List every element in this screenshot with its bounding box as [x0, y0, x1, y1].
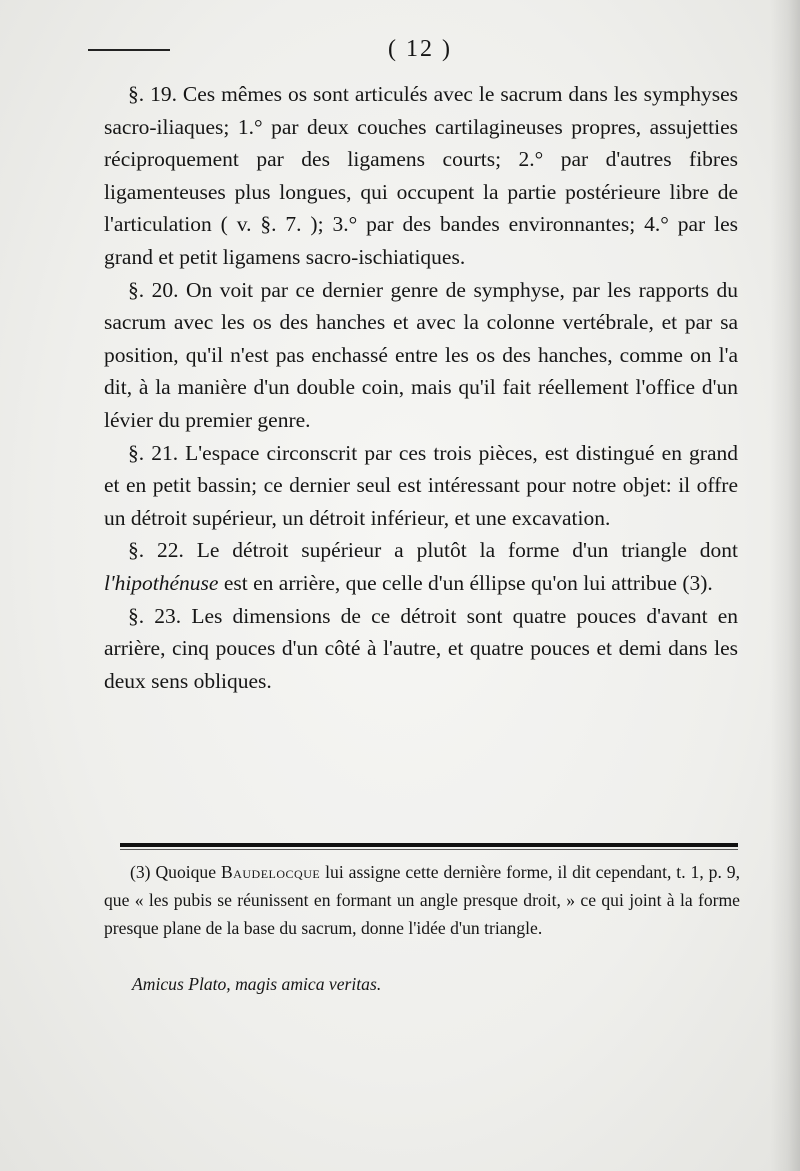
paragraph-21: §. 21. L'espace circonscrit par ces trois pièces, est distingué en grand et en petit bassin; ce dernier seul est intéressant pour notre objet: il offre un détroit supérieur, un détroit inférieur, et une excavation. — [104, 440, 738, 530]
paragraph-19: §. 19. Ces mêmes os sont articulés avec le sacrum dans les symphyses sacro-iliaques; 1.° par deux couches cartilagineuses propres, assujetties réciproquement par des ligamens courts; 2.° par d'autres fibres ligamenteuses plus longues, qui occupent la partie postérieure libre de l'articulation ( v. §. 7. ); 3.° par des bandes environnantes; 4.° par les grand et petit ligamens sacro-ischiatiques. — [104, 82, 738, 269]
paragraph-23: §. 23. Les dimensions de ce détroit sont quatre pouces d'avant en arrière, cinq pouces d'un côté à l'autre, et quatre pouces et demi dans les deux sens obliques. — [104, 603, 738, 693]
paragraph-22-italic-term: l'hipothénuse — [104, 570, 219, 595]
footnote — [104, 858, 740, 943]
footnote-marker: (3) Quoique — [130, 862, 221, 882]
main-text — [104, 78, 738, 697]
header-rule — [88, 49, 170, 51]
footnote-text: lui assigne cette dernière forme, il dit cependant, t. 1, p. 9, que « les pubis se réunissent en formant un angle presque droit, » ce qui joint à la forme presque plane de la base du sacrum, donne l'idée d'un triangle. — [104, 862, 740, 939]
paragraph-20: §. 20. On voit par ce dernier genre de symphyse, par les rapports du sacrum avec les os des hanches et avec la colonne vertébrale, et par sa position, qu'il n'est pas enchassé entre les os des hanches, comme on l'a dit, à la manière d'un double coin, mais qu'il fait réellement l'office d'un lévier du premier genre. — [104, 277, 738, 432]
page-number: ( 12 ) — [388, 36, 452, 62]
latin-quote: Amicus Plato, magis amica veritas. — [132, 974, 382, 994]
footnote-separator — [120, 843, 738, 847]
page-edge-shadow — [770, 0, 800, 1171]
paragraph-22-after: est en arrière, que celle d'un éllipse qu'on lui attribue (3). — [218, 570, 713, 595]
footnote-author: Baudelocque — [220, 862, 321, 882]
paragraph-22-before: §. 22. Le détroit supérieur a plutôt la forme d'un triangle dont — [128, 538, 738, 563]
footnote-separator-thin — [120, 849, 738, 850]
paragraph-22 — [104, 534, 738, 599]
